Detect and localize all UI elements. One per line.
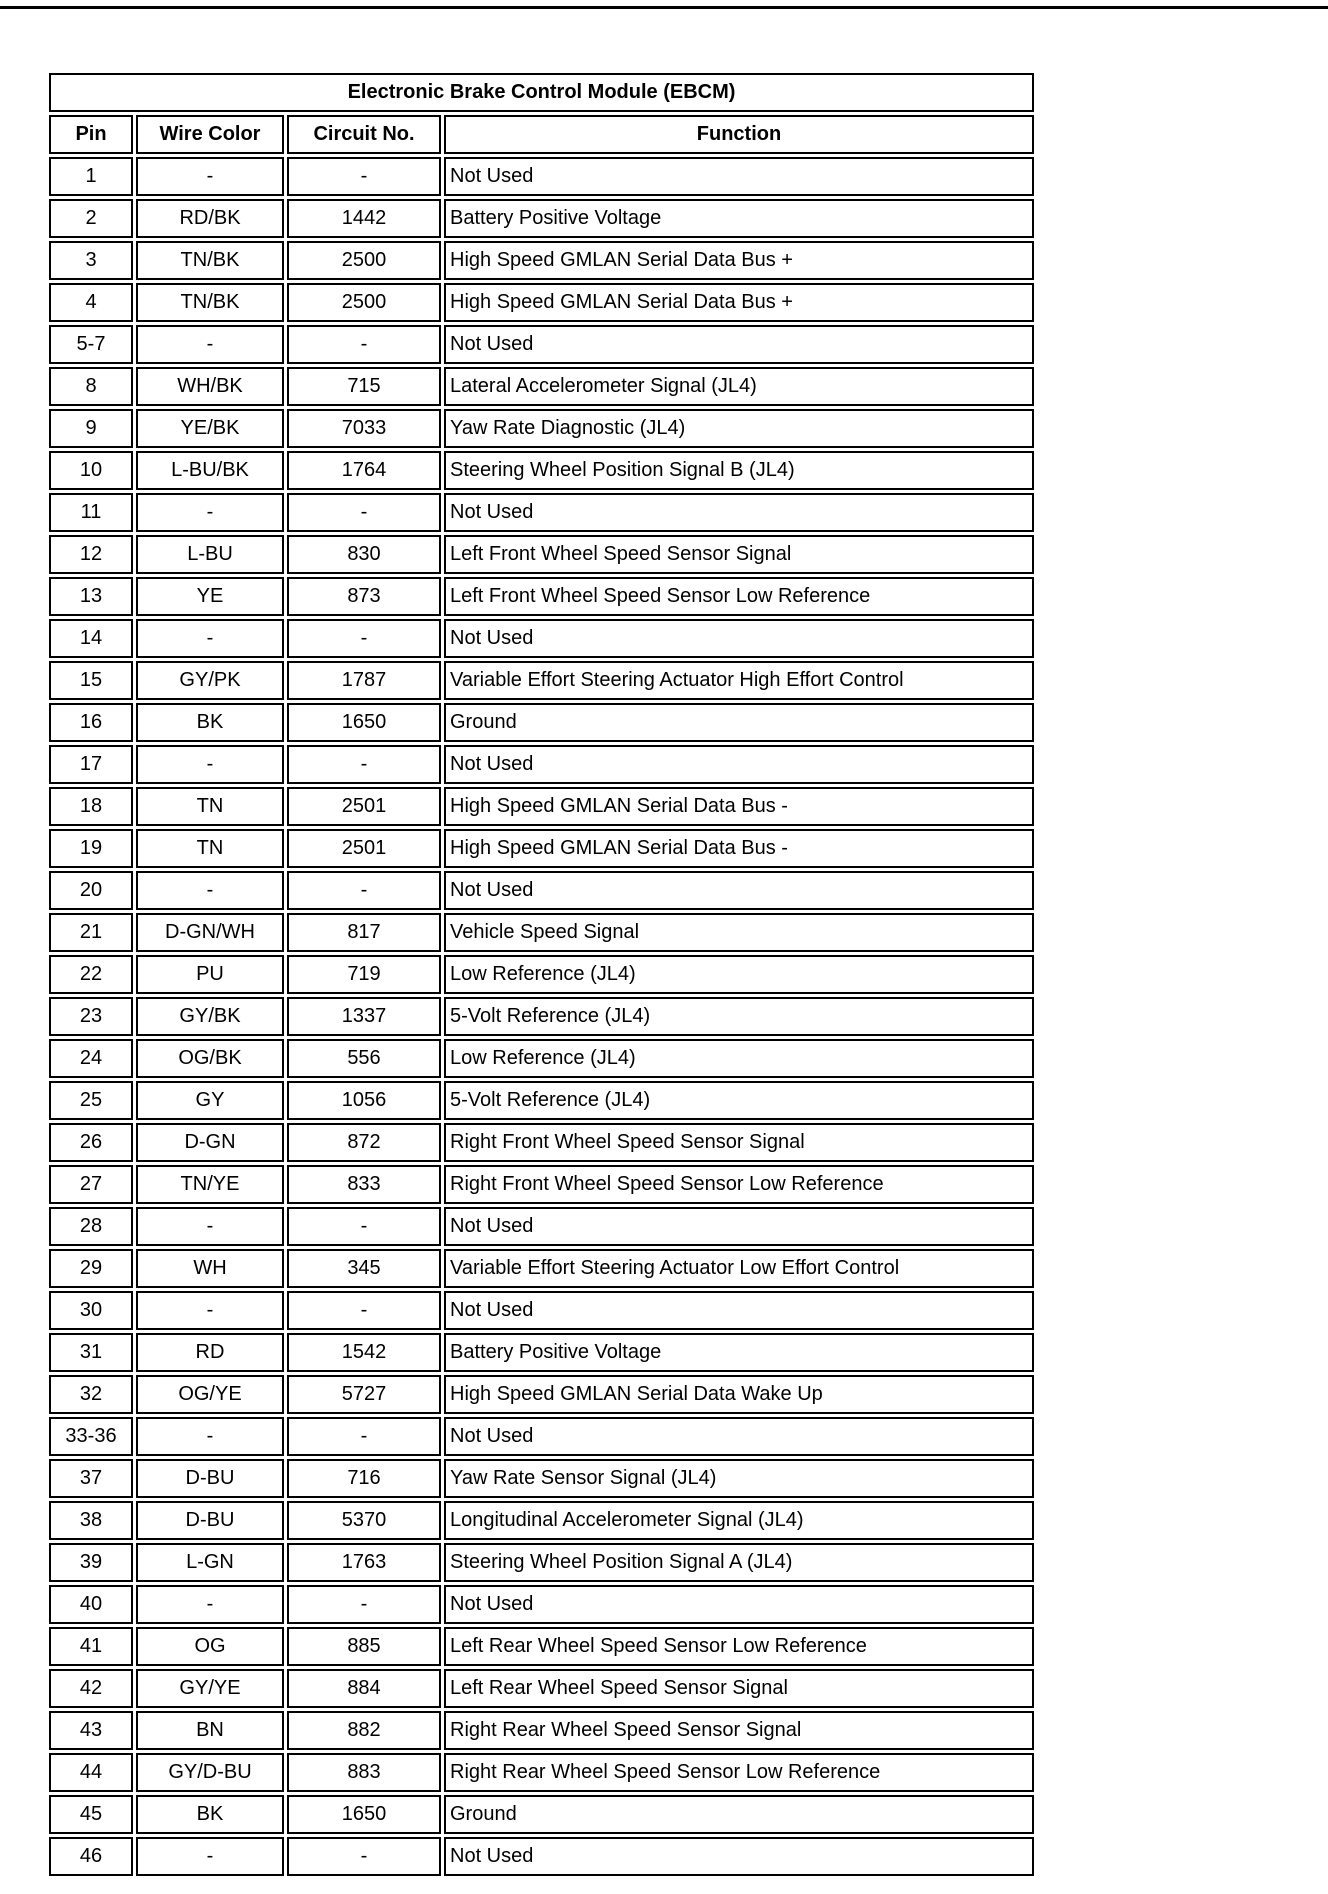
column-header-function: Function [444, 115, 1034, 154]
title-row [49, 73, 1034, 112]
circuit-no-cell: 830 [287, 535, 441, 574]
wire-color-cell: - [136, 1417, 284, 1456]
pin-cell: 4 [49, 283, 133, 322]
circuit-no-cell: 1650 [287, 703, 441, 742]
wire-color-cell: GY/YE [136, 1669, 284, 1708]
table-row [49, 367, 1034, 406]
circuit-no-cell: 884 [287, 1669, 441, 1708]
pin-cell: 40 [49, 1585, 133, 1624]
circuit-no-cell: 716 [287, 1459, 441, 1498]
circuit-no-cell: - [287, 1417, 441, 1456]
table-row [49, 1417, 1034, 1456]
function-cell: Battery Positive Voltage [444, 1333, 1034, 1372]
table-row [49, 493, 1034, 532]
pin-cell: 24 [49, 1039, 133, 1078]
table-row [49, 703, 1034, 742]
wire-color-cell: WH/BK [136, 367, 284, 406]
pin-cell: 45 [49, 1795, 133, 1834]
pin-cell: 10 [49, 451, 133, 490]
function-cell: Not Used [444, 871, 1034, 910]
circuit-no-cell: 719 [287, 955, 441, 994]
wire-color-cell: YE [136, 577, 284, 616]
pin-cell: 20 [49, 871, 133, 910]
function-cell: 5-Volt Reference (JL4) [444, 997, 1034, 1036]
pin-cell: 39 [49, 1543, 133, 1582]
function-cell: Left Rear Wheel Speed Sensor Signal [444, 1669, 1034, 1708]
circuit-no-cell: 2501 [287, 787, 441, 826]
wire-color-cell: RD/BK [136, 199, 284, 238]
function-cell: Ground [444, 703, 1034, 742]
circuit-no-cell: - [287, 619, 441, 658]
function-cell: High Speed GMLAN Serial Data Bus - [444, 787, 1034, 826]
wire-color-cell: GY/D-BU [136, 1753, 284, 1792]
function-cell: Right Rear Wheel Speed Sensor Signal [444, 1711, 1034, 1750]
circuit-no-cell: - [287, 871, 441, 910]
function-cell: 5-Volt Reference (JL4) [444, 1081, 1034, 1120]
wire-color-cell: - [136, 157, 284, 196]
function-cell: Yaw Rate Diagnostic (JL4) [444, 409, 1034, 448]
wire-color-cell: D-GN [136, 1123, 284, 1162]
circuit-no-cell: 2500 [287, 283, 441, 322]
circuit-no-cell: 345 [287, 1249, 441, 1288]
wire-color-cell: L-BU [136, 535, 284, 574]
column-header-circuit-no: Circuit No. [287, 115, 441, 154]
pin-cell: 16 [49, 703, 133, 742]
function-cell: Right Front Wheel Speed Sensor Low Reference [444, 1165, 1034, 1204]
function-cell: Not Used [444, 325, 1034, 364]
wire-color-cell: TN/BK [136, 241, 284, 280]
pin-cell: 27 [49, 1165, 133, 1204]
function-cell: Ground [444, 1795, 1034, 1834]
pin-cell: 15 [49, 661, 133, 700]
table-row [49, 1753, 1034, 1792]
circuit-no-cell: 882 [287, 1711, 441, 1750]
table-row [49, 1123, 1034, 1162]
circuit-no-cell: - [287, 493, 441, 532]
table-row [49, 1249, 1034, 1288]
pin-cell: 14 [49, 619, 133, 658]
table-row [49, 1501, 1034, 1540]
circuit-no-cell: 1056 [287, 1081, 441, 1120]
circuit-no-cell: 7033 [287, 409, 441, 448]
table-row [49, 787, 1034, 826]
ebcm-pinout-table [46, 70, 1037, 1879]
table-row [49, 1207, 1034, 1246]
table-row [49, 661, 1034, 700]
table-title: Electronic Brake Control Module (EBCM) [49, 73, 1034, 112]
wire-color-cell: TN/YE [136, 1165, 284, 1204]
function-cell: Not Used [444, 745, 1034, 784]
circuit-no-cell: 5370 [287, 1501, 441, 1540]
wire-color-cell: D-GN/WH [136, 913, 284, 952]
function-cell: Not Used [444, 1417, 1034, 1456]
function-cell: Battery Positive Voltage [444, 199, 1034, 238]
header-row [49, 115, 1034, 154]
function-cell: Left Front Wheel Speed Sensor Low Reference [444, 577, 1034, 616]
circuit-no-cell: 5727 [287, 1375, 441, 1414]
function-cell: Not Used [444, 493, 1034, 532]
function-cell: Variable Effort Steering Actuator High Effort Control [444, 661, 1034, 700]
pin-cell: 19 [49, 829, 133, 868]
circuit-no-cell: 1442 [287, 199, 441, 238]
circuit-no-cell: 1763 [287, 1543, 441, 1582]
function-cell: Vehicle Speed Signal [444, 913, 1034, 952]
circuit-no-cell: 2500 [287, 241, 441, 280]
circuit-no-cell: - [287, 745, 441, 784]
wire-color-cell: GY/PK [136, 661, 284, 700]
pin-cell: 11 [49, 493, 133, 532]
pin-cell: 23 [49, 997, 133, 1036]
table-row [49, 871, 1034, 910]
wire-color-cell: - [136, 1207, 284, 1246]
pin-cell: 28 [49, 1207, 133, 1246]
function-cell: Steering Wheel Position Signal A (JL4) [444, 1543, 1034, 1582]
function-cell: High Speed GMLAN Serial Data Bus - [444, 829, 1034, 868]
wire-color-cell: - [136, 619, 284, 658]
wire-color-cell: L-GN [136, 1543, 284, 1582]
circuit-no-cell: - [287, 1837, 441, 1876]
wire-color-cell: RD [136, 1333, 284, 1372]
pin-cell: 29 [49, 1249, 133, 1288]
table-row [49, 199, 1034, 238]
pin-cell: 38 [49, 1501, 133, 1540]
table-row [49, 1627, 1034, 1666]
circuit-no-cell: 1650 [287, 1795, 441, 1834]
function-cell: Not Used [444, 1207, 1034, 1246]
function-cell: Variable Effort Steering Actuator Low Effort Control [444, 1249, 1034, 1288]
circuit-no-cell: 1764 [287, 451, 441, 490]
table-row [49, 619, 1034, 658]
table-row [49, 325, 1034, 364]
wire-color-cell: OG/BK [136, 1039, 284, 1078]
table-row [49, 913, 1034, 952]
table-row [49, 1291, 1034, 1330]
table-body [49, 157, 1034, 1876]
wire-color-cell: L-BU/BK [136, 451, 284, 490]
circuit-no-cell: 715 [287, 367, 441, 406]
table-row [49, 1039, 1034, 1078]
pin-cell: 42 [49, 1669, 133, 1708]
function-cell: Longitudinal Accelerometer Signal (JL4) [444, 1501, 1034, 1540]
wire-color-cell: - [136, 871, 284, 910]
wire-color-cell: D-BU [136, 1459, 284, 1498]
circuit-no-cell: - [287, 157, 441, 196]
pin-cell: 17 [49, 745, 133, 784]
wire-color-cell: BK [136, 703, 284, 742]
table-row [49, 577, 1034, 616]
wire-color-cell: - [136, 745, 284, 784]
circuit-no-cell: 872 [287, 1123, 441, 1162]
wire-color-cell: GY [136, 1081, 284, 1120]
table-row [49, 535, 1034, 574]
wire-color-cell: OG/YE [136, 1375, 284, 1414]
table-container [46, 70, 1037, 1879]
function-cell: Low Reference (JL4) [444, 1039, 1034, 1078]
pin-cell: 21 [49, 913, 133, 952]
pin-cell: 26 [49, 1123, 133, 1162]
wire-color-cell: TN [136, 829, 284, 868]
circuit-no-cell: - [287, 1291, 441, 1330]
function-cell: Lateral Accelerometer Signal (JL4) [444, 367, 1034, 406]
function-cell: Yaw Rate Sensor Signal (JL4) [444, 1459, 1034, 1498]
pin-cell: 44 [49, 1753, 133, 1792]
pin-cell: 12 [49, 535, 133, 574]
table-row [49, 1795, 1034, 1834]
table-row [49, 1837, 1034, 1876]
wire-color-cell: - [136, 325, 284, 364]
pin-cell: 32 [49, 1375, 133, 1414]
page-top-rule [0, 6, 1328, 9]
function-cell: Left Front Wheel Speed Sensor Signal [444, 535, 1034, 574]
circuit-no-cell: - [287, 325, 441, 364]
wire-color-cell: - [136, 1837, 284, 1876]
table-row [49, 1585, 1034, 1624]
wire-color-cell: GY/BK [136, 997, 284, 1036]
table-row [49, 1165, 1034, 1204]
table-row [49, 241, 1034, 280]
wire-color-cell: - [136, 493, 284, 532]
table-row [49, 1333, 1034, 1372]
wire-color-cell: BK [136, 1795, 284, 1834]
function-cell: High Speed GMLAN Serial Data Bus + [444, 241, 1034, 280]
circuit-no-cell: - [287, 1585, 441, 1624]
wire-color-cell: D-BU [136, 1501, 284, 1540]
pin-cell: 37 [49, 1459, 133, 1498]
table-row [49, 1081, 1034, 1120]
column-header-pin: Pin [49, 115, 133, 154]
circuit-no-cell: 873 [287, 577, 441, 616]
circuit-no-cell: 833 [287, 1165, 441, 1204]
circuit-no-cell: 2501 [287, 829, 441, 868]
table-row [49, 1711, 1034, 1750]
function-cell: Left Rear Wheel Speed Sensor Low Reference [444, 1627, 1034, 1666]
table-row [49, 1669, 1034, 1708]
table-row [49, 955, 1034, 994]
pin-cell: 3 [49, 241, 133, 280]
pin-cell: 43 [49, 1711, 133, 1750]
table-row [49, 451, 1034, 490]
circuit-no-cell: 817 [287, 913, 441, 952]
circuit-no-cell: 883 [287, 1753, 441, 1792]
pin-cell: 5-7 [49, 325, 133, 364]
pin-cell: 8 [49, 367, 133, 406]
pin-cell: 9 [49, 409, 133, 448]
function-cell: High Speed GMLAN Serial Data Wake Up [444, 1375, 1034, 1414]
function-cell: Not Used [444, 1585, 1034, 1624]
function-cell: Steering Wheel Position Signal B (JL4) [444, 451, 1034, 490]
function-cell: High Speed GMLAN Serial Data Bus + [444, 283, 1034, 322]
wire-color-cell: TN [136, 787, 284, 826]
pin-cell: 2 [49, 199, 133, 238]
table-row [49, 829, 1034, 868]
function-cell: Low Reference (JL4) [444, 955, 1034, 994]
function-cell: Not Used [444, 1291, 1034, 1330]
table-row [49, 1543, 1034, 1582]
pin-cell: 33-36 [49, 1417, 133, 1456]
table-row [49, 157, 1034, 196]
pin-cell: 41 [49, 1627, 133, 1666]
pin-cell: 1 [49, 157, 133, 196]
circuit-no-cell: 1337 [287, 997, 441, 1036]
table-row [49, 1375, 1034, 1414]
function-cell: Not Used [444, 157, 1034, 196]
pin-cell: 31 [49, 1333, 133, 1372]
circuit-no-cell: 1542 [287, 1333, 441, 1372]
wire-color-cell: WH [136, 1249, 284, 1288]
pin-cell: 30 [49, 1291, 133, 1330]
circuit-no-cell: - [287, 1207, 441, 1246]
circuit-no-cell: 1787 [287, 661, 441, 700]
circuit-no-cell: 885 [287, 1627, 441, 1666]
function-cell: Not Used [444, 1837, 1034, 1876]
function-cell: Not Used [444, 619, 1034, 658]
pin-cell: 25 [49, 1081, 133, 1120]
pin-cell: 13 [49, 577, 133, 616]
wire-color-cell: - [136, 1585, 284, 1624]
table-row [49, 409, 1034, 448]
function-cell: Right Rear Wheel Speed Sensor Low Reference [444, 1753, 1034, 1792]
pin-cell: 22 [49, 955, 133, 994]
wire-color-cell: YE/BK [136, 409, 284, 448]
circuit-no-cell: 556 [287, 1039, 441, 1078]
wire-color-cell: OG [136, 1627, 284, 1666]
wire-color-cell: - [136, 1291, 284, 1330]
wire-color-cell: TN/BK [136, 283, 284, 322]
pin-cell: 18 [49, 787, 133, 826]
table-row [49, 997, 1034, 1036]
table-row [49, 745, 1034, 784]
table-row [49, 283, 1034, 322]
function-cell: Right Front Wheel Speed Sensor Signal [444, 1123, 1034, 1162]
wire-color-cell: BN [136, 1711, 284, 1750]
pin-cell: 46 [49, 1837, 133, 1876]
wire-color-cell: PU [136, 955, 284, 994]
column-header-wire-color: Wire Color [136, 115, 284, 154]
table-row [49, 1459, 1034, 1498]
